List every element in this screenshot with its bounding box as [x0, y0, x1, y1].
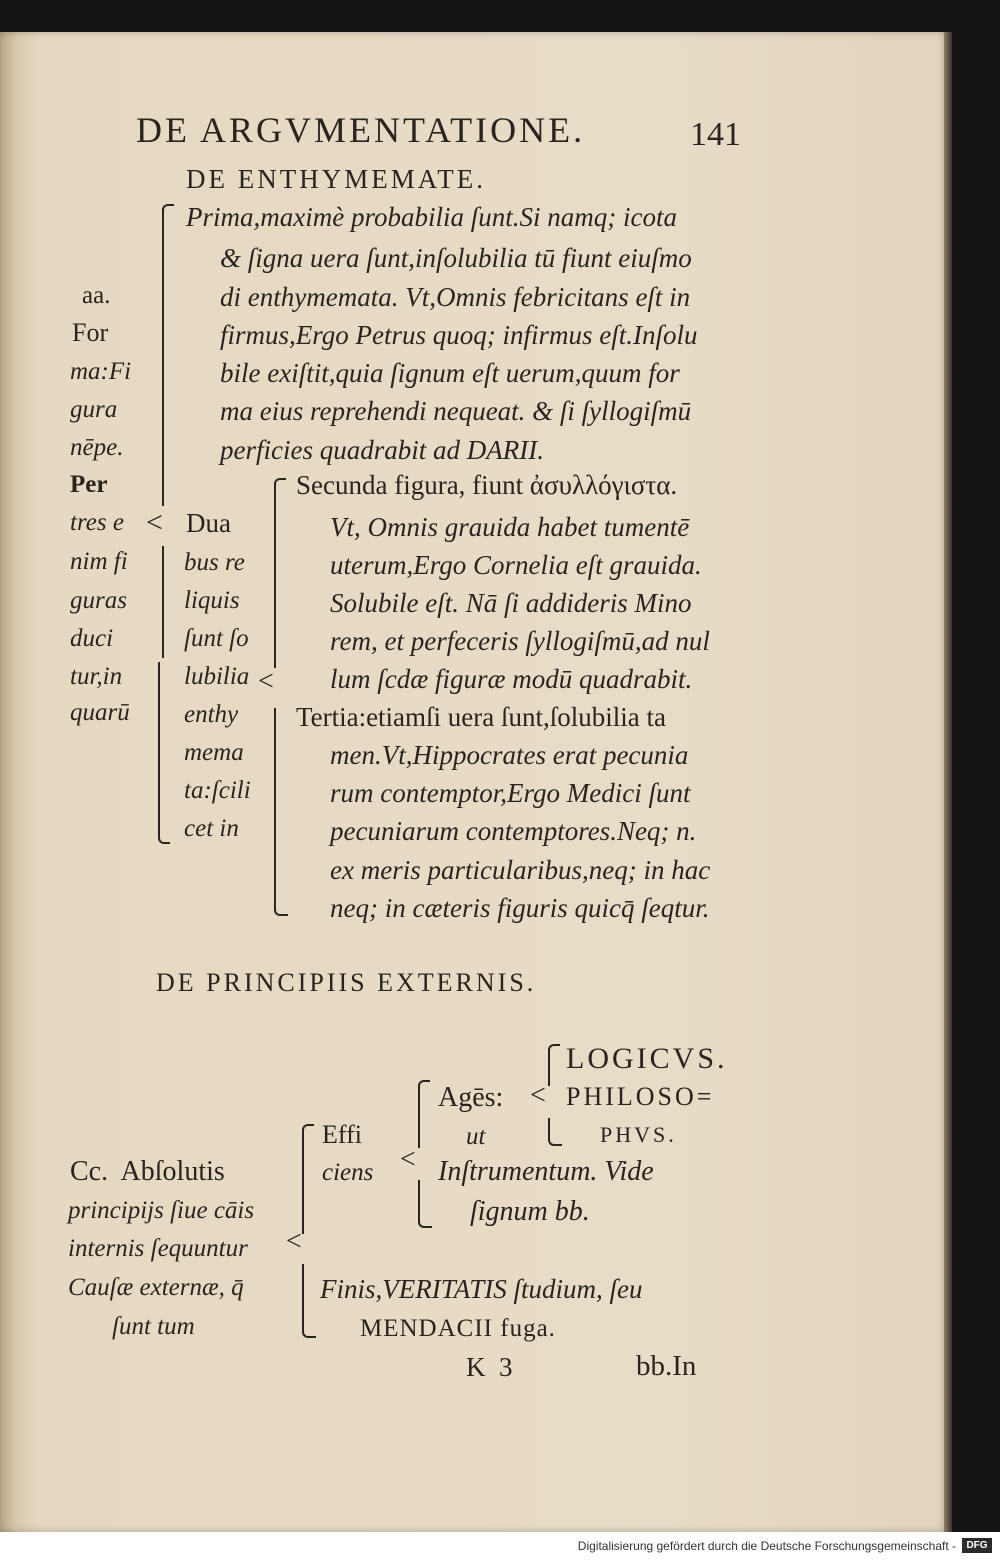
duabus-line: bus re	[184, 549, 245, 576]
duabus-line: ta:ſcili	[184, 777, 251, 804]
tertia-line: Tertia:etiamſi uera ſunt,ſolubilia ta	[296, 702, 666, 732]
margin-line: nim fi	[70, 548, 128, 575]
tertia-line: men.Vt,Hippocrates erat pecunia	[330, 740, 689, 770]
tertia-line: pecuniarum contemptores.Neq; n.	[330, 816, 697, 846]
ages-brace-point: <	[530, 1080, 546, 1111]
margin-line: ma:Fi	[70, 358, 132, 385]
secunda-line: uterum,Ergo Cornelia eſt grauida.	[330, 550, 702, 580]
prima-line: di enthymemata. Vt,Omnis febricitans eſt in	[220, 282, 691, 312]
efficiens-brace-point: <	[400, 1144, 416, 1175]
prima-line: & ſigna uera ſunt,inſolubilia tū fiunt eiuſmo	[220, 243, 692, 273]
margin-line: aa.	[82, 282, 111, 309]
causae-line: ſunt tum	[112, 1313, 195, 1340]
duabus-line: mema	[184, 739, 244, 766]
section-heading-enthymemate: DE ENTHYMEMATE.	[186, 164, 486, 194]
dfg-logo-icon: DFG	[962, 1538, 992, 1553]
prima-line: ma eius reprehendi nequeat. & ſi ſyllogiſmū	[220, 396, 692, 426]
footer-bar	[0, 1532, 1000, 1560]
philosophus-item: PHILOSO=	[566, 1082, 715, 1111]
page-number: 141	[690, 116, 741, 153]
margin-line: quarū	[70, 699, 130, 726]
philosophus-item-cont: PHVS.	[600, 1122, 677, 1147]
secunda-line: Vt, Omnis grauida habet tumentē	[330, 512, 690, 542]
margin-line: For	[72, 318, 109, 347]
inner-brace-point: <	[258, 666, 274, 697]
secunda-line: lum ſcdæ figuræ modū quadrabit.	[330, 664, 693, 694]
ages-label: Agēs:	[438, 1082, 504, 1113]
catchword: bb.In	[636, 1350, 697, 1382]
margin-line: nēpe.	[70, 434, 124, 461]
efficiens-label: ciens	[322, 1159, 374, 1186]
margin-line: duci	[70, 625, 114, 652]
secunda-line: Solubile eſt. Nā ſi addideris Mino	[330, 588, 692, 618]
logicus-item: LOGICVS.	[566, 1042, 728, 1075]
prima-line: Prima,maximè probabilia ſunt.Si namq; icota	[186, 202, 677, 232]
instrumentum-line: ſignum bb.	[470, 1196, 590, 1227]
margin-line: tres e	[70, 509, 124, 536]
finis-line: MENDACII fuga.	[360, 1315, 556, 1342]
inner-brace-bottom	[274, 708, 288, 916]
footer-credit: Digitalisierung gefördert durch die Deutsche Forschungsgemeinschaft -	[577, 1539, 956, 1553]
tertia-line: rum contemptor,Ergo Medici ſunt	[330, 778, 691, 808]
prima-line: firmus,Ergo Petrus quoq; infirmus eſt.Inſolu	[220, 320, 698, 350]
causae-line: internis ſequuntur	[68, 1235, 248, 1262]
margin-line: Per	[70, 471, 108, 498]
causae-brace-bottom	[302, 1264, 316, 1338]
ages-label: ut	[466, 1123, 486, 1150]
causae-line: Cauſæ externæ, q̄	[68, 1274, 244, 1301]
running-title: DE ARGVMENTATIONE.	[136, 110, 586, 150]
prima-line: bile exiſtit,quia ſignum eſt uerum,quum for	[220, 358, 680, 388]
duabus-line: ſunt ſo	[184, 625, 249, 652]
outer-brace	[162, 204, 174, 506]
causae-line: Cc. Abſolutis	[70, 1156, 225, 1187]
efficiens-brace-bottom	[418, 1180, 432, 1228]
margin-line: guras	[70, 587, 127, 614]
ages-brace-bottom	[548, 1118, 562, 1146]
duabus-line: lubilia	[184, 663, 250, 690]
causae-line: principijs ſiue cāis	[68, 1197, 255, 1224]
causae-brace	[302, 1124, 314, 1234]
outer-brace-lower	[162, 546, 164, 658]
duabus-line: cet in	[184, 815, 239, 842]
secunda-line: Secunda figura, fiunt ἀσυλλόγιστα.	[296, 470, 678, 500]
instrumentum-line: Inſtrumentum. Vide	[438, 1156, 654, 1187]
efficiens-brace	[418, 1080, 430, 1148]
duabus-line: liquis	[184, 587, 240, 614]
prima-line: perficies quadrabit ad DARII.	[220, 435, 544, 465]
secunda-line: rem, et perfeceris ſyllogiſmū,ad nul	[330, 626, 710, 656]
finis-line: Finis,VERITATIS ſtudium, ſeu	[320, 1274, 643, 1304]
inner-brace-left	[158, 662, 170, 844]
margin-line: tur,in	[70, 663, 123, 690]
tertia-line: ex meris particularibus,neq; in hac	[330, 855, 711, 885]
margin-line: gura	[70, 396, 118, 423]
inner-brace	[274, 478, 286, 668]
page-edge	[944, 32, 952, 1532]
tertia-line: neq; in cæteris figuris quicq̄ ſeqtur.	[330, 893, 710, 923]
causae-brace-point: <	[286, 1226, 302, 1257]
ages-brace	[548, 1044, 560, 1086]
duabus-line: Dua	[186, 508, 231, 538]
brace-point: <	[146, 506, 163, 539]
efficiens-label: Effi	[322, 1120, 362, 1149]
signature-mark: K 3	[466, 1352, 513, 1382]
duabus-line: enthy	[184, 701, 239, 728]
section-heading-principiis: DE PRINCIPIIS EXTERNIS.	[156, 968, 537, 997]
